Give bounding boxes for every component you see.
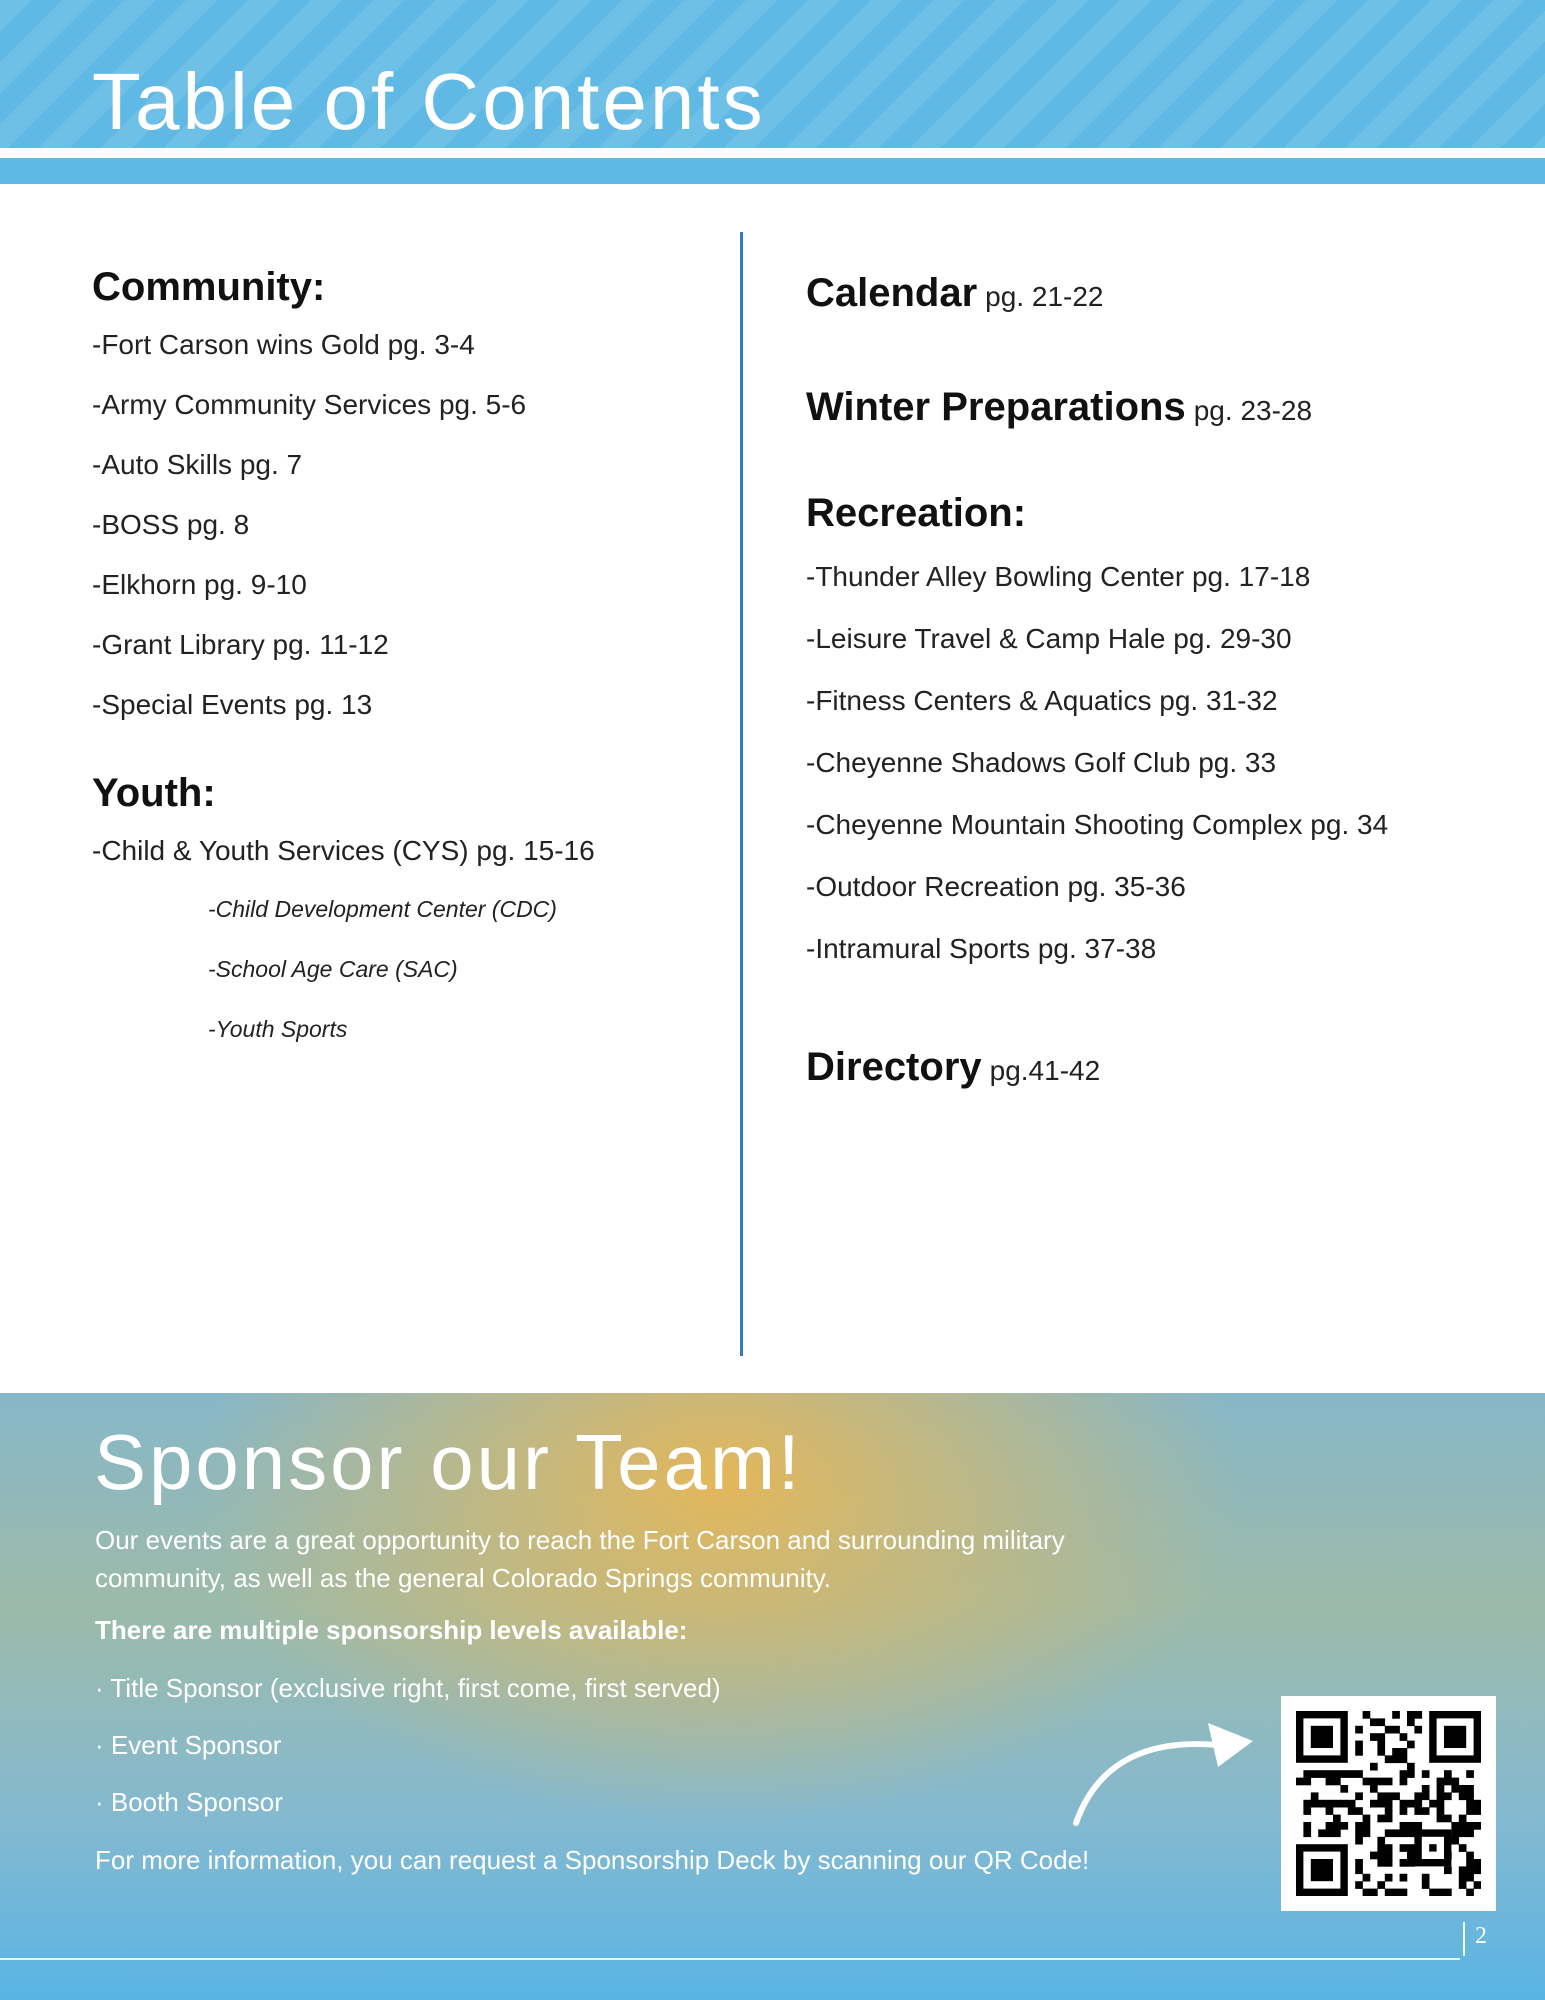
winter-pages: pg. 23-28 [1193, 395, 1313, 426]
list-item: -Outdoor Recreation pg. 35-36 [806, 871, 1186, 902]
youth-heading: Youth: [92, 771, 216, 815]
calendar-entry [806, 268, 1506, 318]
directory-entry [806, 1042, 1506, 1092]
sub-list-item: -Child Development Center (CDC) [208, 896, 557, 922]
calendar-heading: Calendar [806, 271, 978, 315]
list-item: -Grant Library pg. 11-12 [92, 629, 389, 660]
directory-heading: Directory [806, 1045, 982, 1089]
sub-list-item: -Youth Sports [208, 1016, 348, 1042]
footer-rule [0, 1958, 1460, 1960]
sponsor-intro-line-2: community, as well as the general Colorado Springs community. [95, 1563, 832, 1593]
community-heading: Community: [92, 265, 326, 309]
list-item: -Fitness Centers & Aquatics pg. 31-32 [806, 685, 1278, 716]
list-item: -Child & Youth Services (CYS) pg. 15-16 [92, 835, 595, 866]
sponsor-cta: For more information, you can request a Sponsorship Deck by scanning our QR Code! [95, 1845, 1090, 1875]
sub-list-item: -School Age Care (SAC) [208, 956, 458, 982]
list-item: -Thunder Alley Bowling Center pg. 17-18 [806, 561, 1311, 592]
sponsor-levels-heading: There are multiple sponsorship levels available: [95, 1615, 688, 1645]
header-banner [0, 0, 1545, 148]
left-column [92, 262, 712, 1067]
directory-pages: pg.41-42 [989, 1055, 1101, 1086]
sponsor-level: · Booth Sponsor [95, 1787, 283, 1817]
sponsor-level: · Event Sponsor [95, 1730, 282, 1760]
header-band [0, 158, 1545, 184]
list-item: -Intramural Sports pg. 37-38 [806, 933, 1157, 964]
list-item: -Leisure Travel & Camp Hale pg. 29-30 [806, 623, 1292, 654]
sponsor-section [0, 1393, 1545, 2000]
list-item: -Cheyenne Shadows Golf Club pg. 33 [806, 747, 1277, 778]
community-list [92, 330, 712, 720]
list-item: -Elkhorn pg. 9-10 [92, 569, 307, 600]
recreation-list [806, 562, 1506, 964]
calendar-pages: pg. 21-22 [985, 281, 1104, 312]
page-number-separator [1463, 1922, 1465, 1956]
youth-list [92, 836, 712, 866]
list-item: -Army Community Services pg. 5-6 [92, 389, 527, 420]
list-item: -Special Events pg. 13 [92, 689, 373, 720]
right-column [806, 268, 1506, 1092]
page-title: Table of Contents [92, 57, 766, 146]
qr-code-icon [1296, 1711, 1481, 1896]
sponsor-intro-line-1: Our events are a great opportunity to reach the Fort Carson and surrounding military [95, 1525, 1065, 1555]
list-item: -Fort Carson wins Gold pg. 3-4 [92, 329, 475, 360]
sponsor-level: · Title Sponsor (exclusive right, first come, first served) [95, 1673, 721, 1703]
winter-entry [806, 382, 1506, 432]
column-divider [740, 232, 743, 1356]
winter-heading: Winter Preparations [806, 385, 1186, 429]
curved-arrow-icon [1068, 1711, 1268, 1831]
list-item: -BOSS pg. 8 [92, 509, 250, 540]
qr-code[interactable] [1281, 1696, 1496, 1911]
list-item: -Cheyenne Mountain Shooting Complex pg. 34 [806, 809, 1389, 840]
list-item: -Auto Skills pg. 7 [92, 449, 303, 480]
page-number: 2 [1475, 1923, 1487, 1949]
youth-sub-list [208, 894, 712, 1044]
sponsor-title: Sponsor our Team! [94, 1418, 803, 1506]
recreation-heading: Recreation: [806, 491, 1027, 535]
